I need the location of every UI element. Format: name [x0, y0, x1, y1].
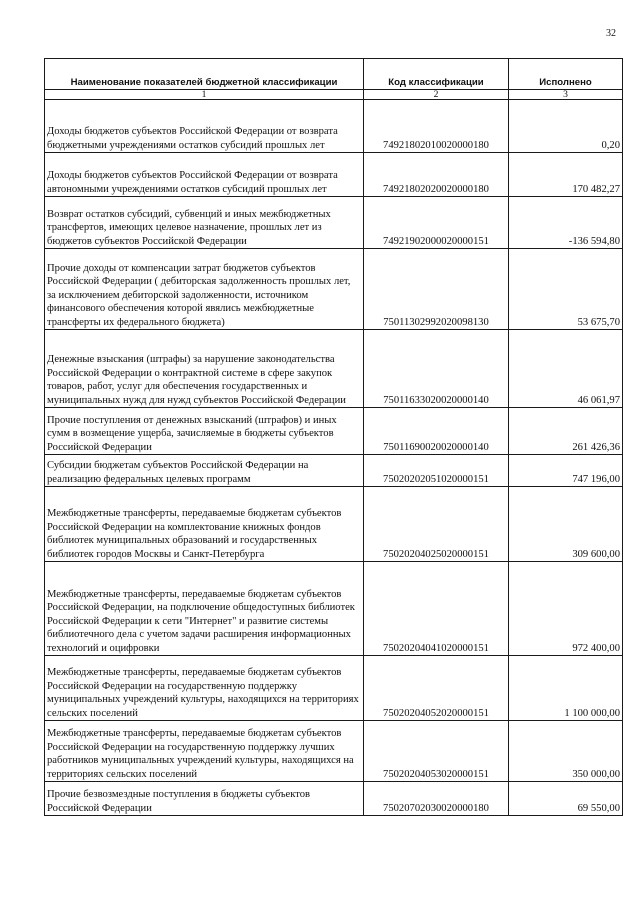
table-row: [45, 721, 623, 782]
row-classification-code: 75020204053020000151: [364, 721, 509, 782]
row-classification-code: 75020204052020000151: [364, 656, 509, 721]
table-row: [45, 408, 623, 455]
header-executed: Исполнено: [509, 59, 623, 90]
row-indicator-name: Межбюджетные трансферты, передаваемые бюджетам субъектов Российской Федерации на комплектование книжных фондов библиотек муниципальных образований и государственных библиотек городов Москвы и Санкт-Петербурга: [45, 487, 364, 562]
row-indicator-name: Межбюджетные трансферты, передаваемые бюджетам субъектов Российской Федерации на государственную поддержку лучших работников муниципальных учреждений культуры, находящихся на территориях сельских поселений: [45, 721, 364, 782]
table-row: [45, 153, 623, 197]
row-classification-code: 75020204025020000151: [364, 487, 509, 562]
row-executed-value: 0,20: [509, 100, 623, 153]
column-number-2: 2: [364, 90, 509, 100]
row-executed-value: -136 594,80: [509, 197, 623, 249]
table-row: [45, 782, 623, 816]
row-classification-code: 74921802010020000180: [364, 100, 509, 153]
row-classification-code: 75011302992020098130: [364, 249, 509, 330]
row-indicator-name: Прочие доходы от компенсации затрат бюджетов субъектов Российской Федерации ( дебиторская задолженность прошлых лет, за исключением дебиторской задолженности, источником финансового обеспечения которой явялись межбюджетные трансферты их федерального бюджета): [45, 249, 364, 330]
row-classification-code: 75020204041020000151: [364, 562, 509, 656]
row-classification-code: 75011633020020000140: [364, 330, 509, 408]
table-row: [45, 656, 623, 721]
row-executed-value: 170 482,27: [509, 153, 623, 197]
row-executed-value: 350 000,00: [509, 721, 623, 782]
table-row: [45, 562, 623, 656]
table-header-row: [45, 59, 623, 90]
page-number: 32: [606, 28, 616, 39]
row-indicator-name: Возврат остатков субсидий, субвенций и иных межбюджетных трансфертов, имеющих целевое назначение, прошлых лет из бюджетов субъектов Российской Федерации: [45, 197, 364, 249]
table-row: [45, 100, 623, 153]
row-classification-code: 75020702030020000180: [364, 782, 509, 816]
row-indicator-name: Субсидии бюджетам субъектов Российской Федерации на реализацию федеральных целевых программ: [45, 455, 364, 487]
budget-classification-table: [44, 58, 623, 816]
column-number-row: [45, 90, 623, 100]
row-classification-code: 75011690020020000140: [364, 408, 509, 455]
row-executed-value: 261 426,36: [509, 408, 623, 455]
row-executed-value: 309 600,00: [509, 487, 623, 562]
row-indicator-name: Денежные взыскания (штрафы) за нарушение законодательства Российской Федерации о контрактной системе в сфере закупок товаров, работ, услуг для обеспечения государственных и муниципальных нужд для нужд субъектов Российской Федерации: [45, 330, 364, 408]
table-row: [45, 249, 623, 330]
header-indicator-name: Наименование показателей бюджетной классификации: [45, 59, 364, 90]
row-indicator-name: Доходы бюджетов субъектов Российской Федерации от возврата бюджетными учреждениями остатков субсидий прошлых лет: [45, 100, 364, 153]
row-classification-code: 75020202051020000151: [364, 455, 509, 487]
table-row: [45, 197, 623, 249]
row-indicator-name: Межбюджетные трансферты, передаваемые бюджетам субъектов Российской Федерации, на подключение общедоступных библиотек Российской Федерации к сети "Интернет" и развитие системы библиотечного дела с учетом задачи расширения информационных технологий и оцифровки: [45, 562, 364, 656]
header-classification-code: Код классификации: [364, 59, 509, 90]
row-indicator-name: Доходы бюджетов субъектов Российской Федерации от возврата автономными учреждениями остатков субсидий прошлых лет: [45, 153, 364, 197]
table-row: [45, 330, 623, 408]
row-classification-code: 74921902000020000151: [364, 197, 509, 249]
row-executed-value: 1 100 000,00: [509, 656, 623, 721]
column-number-1: 1: [45, 90, 364, 100]
row-executed-value: 747 196,00: [509, 455, 623, 487]
row-executed-value: 69 550,00: [509, 782, 623, 816]
row-executed-value: 46 061,97: [509, 330, 623, 408]
row-executed-value: 53 675,70: [509, 249, 623, 330]
row-indicator-name: Межбюджетные трансферты, передаваемые бюджетам субъектов Российской Федерации на государственную поддержку муниципальных учреждений культуры, находящихся на территориях сельских поселений: [45, 656, 364, 721]
row-executed-value: 972 400,00: [509, 562, 623, 656]
column-number-3: 3: [509, 90, 623, 100]
table-row: [45, 455, 623, 487]
row-indicator-name: Прочие безвозмездные поступления в бюджеты субъектов Российской Федерации: [45, 782, 364, 816]
row-indicator-name: Прочие поступления от денежных взысканий (штрафов) и иных сумм в возмещение ущерба, зачисляемые в бюджеты субъектов Российской Федерации: [45, 408, 364, 455]
row-classification-code: 74921802020020000180: [364, 153, 509, 197]
table-row: [45, 487, 623, 562]
